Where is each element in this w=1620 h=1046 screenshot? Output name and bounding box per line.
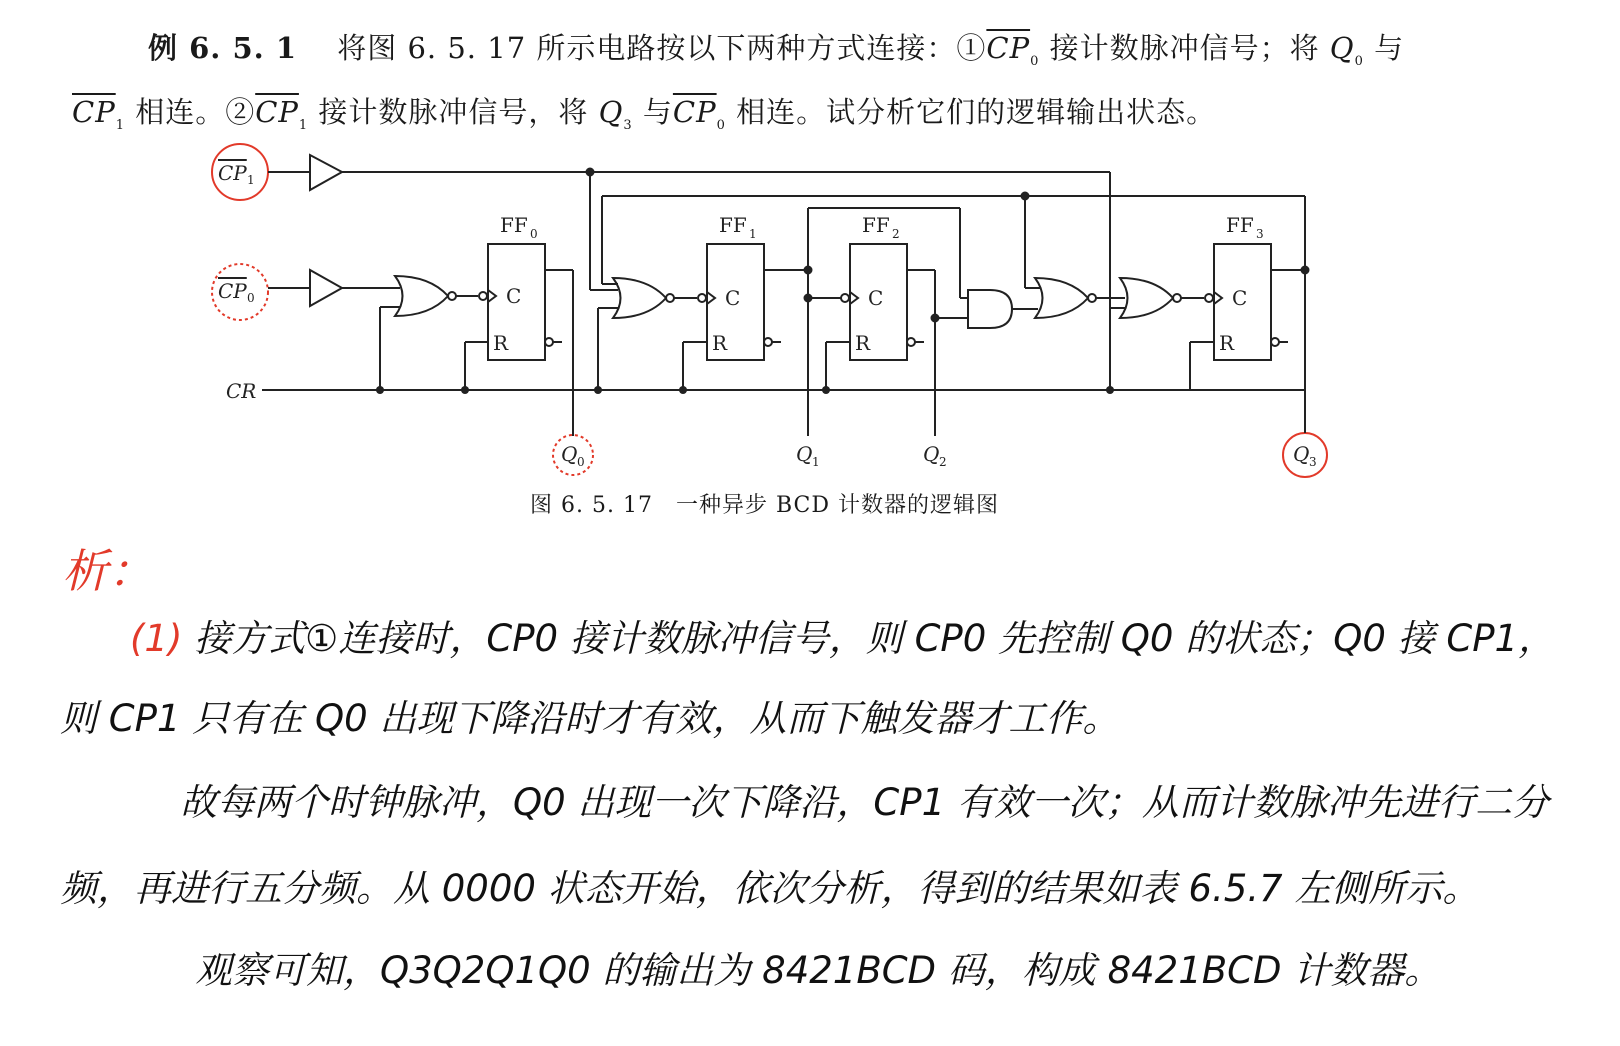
svg-text:1: 1 [812,455,820,469]
q1-output-label: Q [796,442,813,466]
example-label: 例 6. 5. 1 [148,31,298,65]
svg-text:C: C [725,286,741,310]
analysis-line-5: 观察可知，Q3Q2Q1Q0 的输出为 8421BCD 码，构成 8421BCD 计数器。 [195,949,1442,992]
figure-caption: 图 6. 5. 17 一种异步 BCD 计数器的逻辑图 [530,493,999,518]
svg-text:2: 2 [892,227,900,241]
ff3-label: FF [1226,213,1254,237]
nor-gate-1 [613,278,666,318]
cp0-input-label: CP [218,279,247,303]
analysis-line-1: (1) 接方式①连接时，CP0 接计数脉冲信号，则 CP0 先控制 Q0 的状态；Q0 接 CP1， [130,617,1556,660]
cr-label: CR [226,379,257,403]
analysis-line-2: 则 CP1 只有在 Q0 出现下降沿时才有效，从而下触发器才工作。 [60,697,1120,740]
cp1-buffer [310,155,342,190]
svg-text:1: 1 [247,173,255,187]
nor-gate-0 [395,276,448,316]
svg-text:1: 1 [749,227,757,241]
svg-text:3: 3 [1309,455,1317,469]
svg-text:0: 0 [530,227,538,241]
svg-text:C: C [868,286,884,310]
problem-line-2: $\overline{CP}_1$ 相连。$②\overline{CP}_1$ 接计数脉冲信号，将 $Q_3$ 与$\overline{CP}_0$ 相连。试分析它们的逻辑输出状态。 [72,95,1217,133]
svg-text:2: 2 [939,455,947,469]
svg-text:0: 0 [577,455,585,469]
nor-gate-2 [1035,278,1088,318]
q3-output-label: Q [1293,442,1310,466]
analysis-title: 析： [62,544,154,598]
svg-text:R: R [712,331,728,355]
cp0-buffer [310,270,342,306]
q2-output-label: Q [923,442,940,466]
cp1-input-label: CP [218,161,247,185]
ff2-label: FF [862,213,890,237]
svg-text:0: 0 [247,291,255,305]
svg-text:3: 3 [1256,227,1264,241]
svg-text:R: R [1219,331,1235,355]
svg-text:R: R [493,331,509,355]
svg-text:C: C [506,284,522,308]
nor-gate-3 [1120,278,1173,318]
and-gate [968,290,1012,328]
problem-line-1: 例 6. 5. 1 将图 6. 5. 17 所示电路按以下两种方式连接：$①\overline{CP}_0$ 接计数脉冲信号；将 $Q_0$ 与 [148,31,1405,69]
svg-text:R: R [855,331,871,355]
analysis-line-3: 故每两个时钟脉冲，Q0 出现一次下降沿，CP1 有效一次；从而计数脉冲先进行二分 [180,781,1549,824]
q0-output-label: Q [561,442,578,466]
svg-text:C: C [1232,286,1248,310]
ff0-label: FF [500,213,528,237]
analysis-line-4: 频，再进行五分频。从 0000 状态开始，依次分析，得到的结果如表 6.5.7 左侧所示。 [60,867,1480,910]
ff1-label: FF [719,213,747,237]
